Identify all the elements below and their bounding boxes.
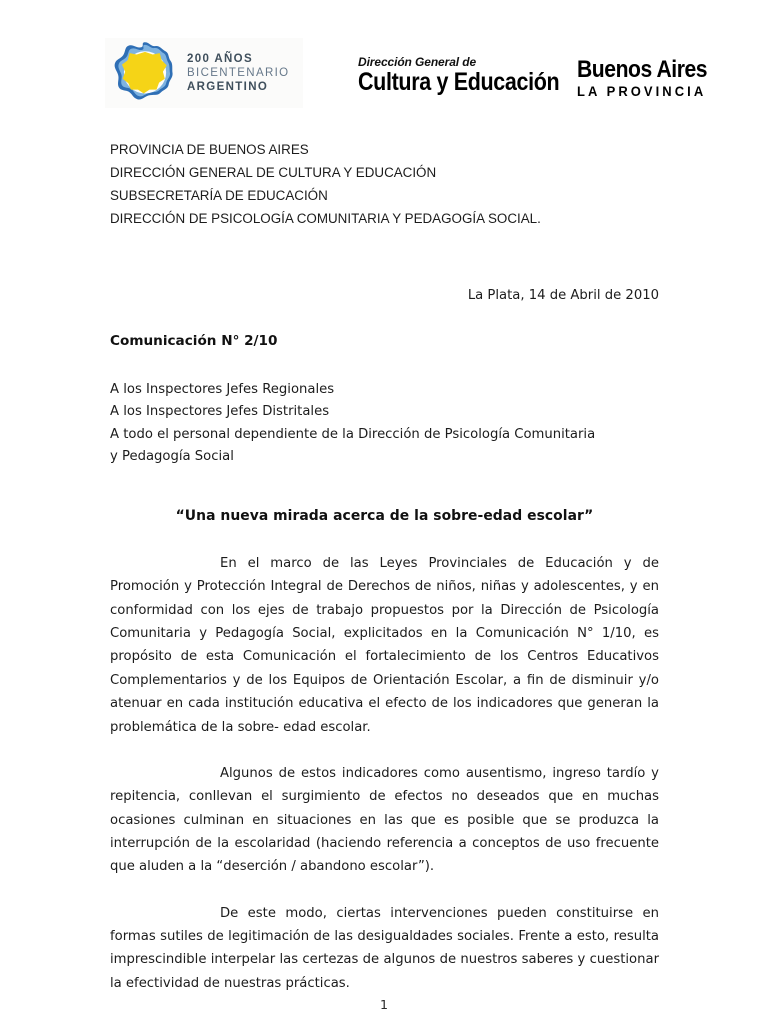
organization-line: DIRECCIÓN GENERAL DE CULTURA Y EDUCACIÓN — [110, 165, 437, 181]
addressee-line: A todo el personal dependiente de la Dirección de Psicología Comunitaria — [110, 426, 596, 442]
buenos-aires-logo-title: Buenos Aires — [577, 56, 708, 83]
cultura-educacion-logo — [358, 56, 558, 95]
bicentenario-logo — [105, 38, 303, 108]
letterhead — [0, 32, 768, 114]
body-paragraph: De este modo, ciertas intervenciones pueden constituirse en formas sutiles de legitimación de las desigualdades sociales. Frente a esto, resulta imprescindible interpelar las certezas de algunos de nuestros saberes y cuestionar la efectividad de nuestras prácticas. — [110, 905, 659, 991]
bicentenario-line-2: BICENTENARIO — [187, 66, 290, 79]
buenos-aires-logo — [577, 58, 767, 99]
cultura-logo-subtitle: Dirección General de — [358, 55, 477, 69]
addressee-line: A los Inspectores Jefes Regionales — [110, 382, 335, 397]
bicentenario-sun-icon — [113, 41, 177, 105]
date-line: La Plata, 14 de Abril de 2010 — [467, 288, 659, 303]
addressee-line: y Pedagogía Social — [110, 449, 234, 465]
bicentenario-logo-text — [187, 52, 289, 94]
addressee-block — [110, 379, 659, 469]
bicentenario-line-3: ARGENTINO — [187, 81, 269, 93]
buenos-aires-logo-subtitle: LA PROVINCIA — [577, 84, 707, 99]
document-body — [110, 552, 659, 1018]
addressee-line: A los Inspectores Jefes Distritales — [110, 404, 330, 420]
organization-block — [110, 138, 670, 230]
bicentenario-line-1: 200 AÑOS — [187, 52, 253, 65]
document-title: “Una nueva mirada acerca de la sobre-edad escolar” — [175, 508, 594, 524]
body-paragraph: Algunos de estos indicadores como ausentismo, ingreso tardío y repitencia, conllevan el surgimiento de efectos no deseados que en muchas ocasiones culminan en situaciones en las que es posible que se produzca la interrupción de la escolaridad (haciendo referencia a conceptos de uso frecuente que aluden a la “deserción / abandono escolar”). — [110, 765, 659, 875]
communication-number: Comunicación N° 2/10 — [110, 333, 278, 349]
organization-line: DIRECCIÓN DE PSICOLOGÍA COMUNITARIA Y PEDAGOGÍA SOCIAL. — [110, 211, 541, 227]
body-paragraph: En el marco de las Leyes Provinciales de Educación y de Promoción y Protección Integral de Derechos de niños, niñas y adolescentes, y en conformidad con los ejes de trabajo propuestos por la Dirección de Psicología Comunitaria y Pedagogía Social, explicitados en la Comunicación N° 1/10, es propósito de esta Comunicación el fortalecimiento de los Centros Educativos Complementarios y de los Equipos de Orientación Escolar, a fin de disminuir y/o atenuar en cada institución educativa el efecto de los indicadores que generan la problemática de la sobre- edad escolar. — [110, 556, 659, 735]
cultura-logo-title: Cultura y Educación — [358, 68, 560, 96]
organization-line: SUBSECRETARÍA DE EDUCACIÓN — [110, 188, 328, 204]
organization-line: PROVINCIA DE BUENOS AIRES — [110, 142, 309, 157]
page-number: 1 — [379, 997, 388, 1012]
